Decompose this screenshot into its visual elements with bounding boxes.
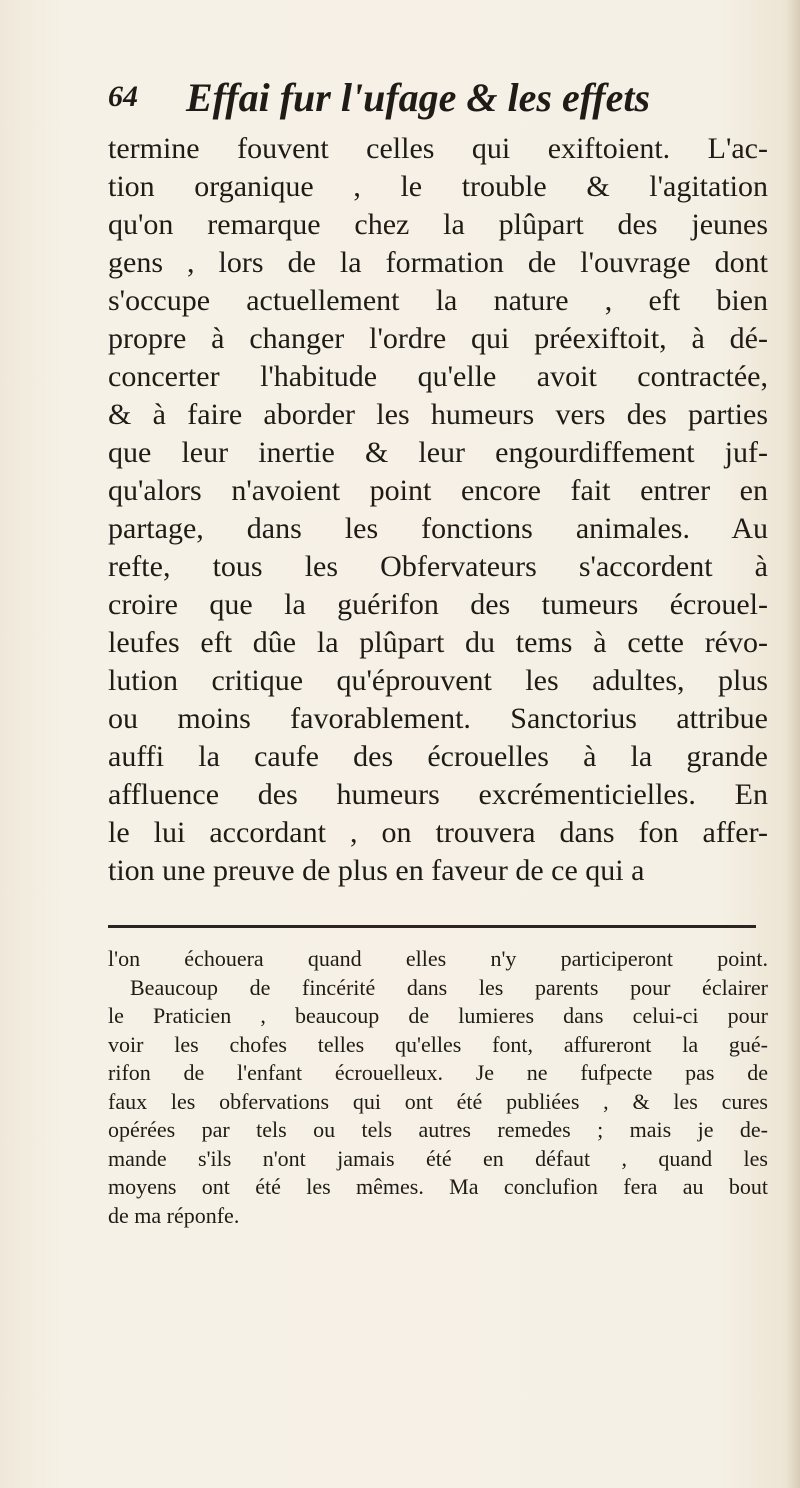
footnote-line: de ma réponfe.: [108, 1202, 240, 1228]
footnote-line: rifon de l'enfant écrouelleux. Je ne fufpecte pas de: [108, 1060, 768, 1085]
running-title: Effai fur l'ufage & les effets: [186, 75, 651, 120]
text-line: refte, tous les Obfervateurs s'accordent à: [108, 550, 768, 583]
text-line: propre à changer l'ordre qui préexiftoit, à dé-: [108, 322, 768, 355]
footnote-line: opérées par tels ou tels autres remedes ; mais je de-: [108, 1117, 768, 1142]
main-text: [108, 130, 768, 890]
footnote-line: Beaucoup de fincérité dans les parents pour éclairer: [130, 974, 768, 1000]
text-line: qu'alors n'avoient point encore fait entrer en: [108, 474, 768, 507]
text-line: lution critique qu'éprouvent les adultes, plus: [108, 664, 768, 697]
page-edge-shadow: [786, 0, 800, 1488]
text-line: croire que la guérifon des tumeurs écrouel-: [108, 588, 768, 621]
text-line: qu'on remarque chez la plûpart des jeunes: [108, 208, 768, 241]
text-line: s'occupe actuellement la nature , eft bien: [108, 284, 768, 317]
text-line: le lui accordant , on trouvera dans fon affer-: [108, 816, 768, 849]
footnote-line: l'on échouera quand elles n'y participeront point.: [108, 946, 768, 971]
footnote: [108, 945, 768, 1230]
text-line: auffi la caufe des écrouelles à la grande: [108, 740, 768, 773]
text-line: que leur inertie & leur engourdiffement juf-: [108, 436, 768, 469]
footnote-line: voir les chofes telles qu'elles font, affureront la gué-: [108, 1031, 768, 1057]
text-line: tion une preuve de plus en faveur de ce qui a: [108, 854, 645, 887]
footnote-line: faux les obfervations qui ont été publiées , & les cures: [108, 1088, 768, 1114]
text-line: leufes eft dûe la plûpart du tems à cette révo-: [108, 626, 768, 659]
page-header: [108, 74, 668, 128]
text-line: partage, dans les fonctions animales. Au: [108, 512, 768, 545]
footnote-line: le Praticien , beaucoup de lumieres dans celui-ci pour: [108, 1003, 768, 1028]
text-line: & à faire aborder les humeurs vers des parties: [108, 398, 768, 431]
footnote-separator: [108, 925, 756, 928]
footnote-line: mande s'ils n'ont jamais été en défaut , quand les: [108, 1145, 768, 1171]
footnote-line: moyens ont été les mêmes. Ma conclufion fera au bout: [108, 1174, 768, 1199]
text-line: ou moins favorablement. Sanctorius attribue: [108, 702, 768, 735]
text-line: concerter l'habitude qu'elle avoit contractée,: [108, 360, 768, 393]
page-number: 64: [108, 80, 138, 113]
text-line: gens , lors de la formation de l'ouvrage dont: [108, 246, 768, 279]
text-line: termine fouvent celles qui exiftoient. L'ac-: [108, 132, 768, 165]
text-line: affluence des humeurs excrémenticielles. En: [108, 778, 768, 811]
text-line: tion organique , le trouble & l'agitation: [108, 170, 768, 203]
